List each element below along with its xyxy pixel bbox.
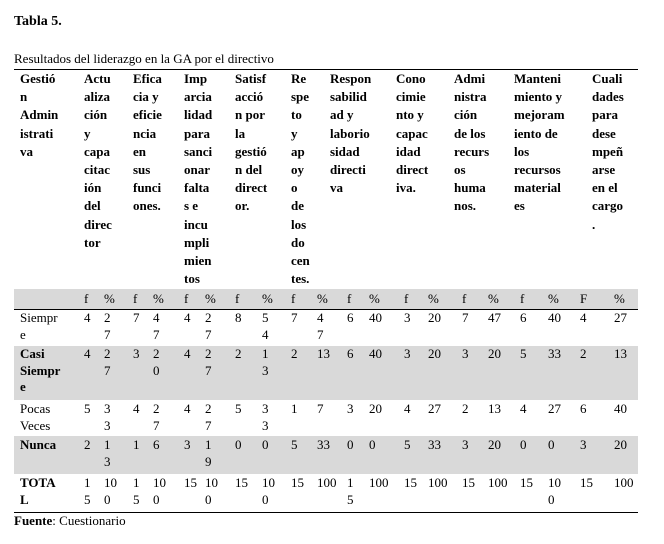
table-cell: 0 [520, 437, 527, 452]
table-cell: 1 [291, 401, 298, 416]
header-cualidades: Cuali dades para dese mpeñ arse en el cargo . [592, 71, 624, 232]
table-cell: 5 [291, 437, 298, 452]
subheader-cell: f [184, 291, 189, 306]
table-cell: 10 0 [104, 475, 117, 507]
table-title: Tabla 5. [14, 14, 62, 29]
header-responsabilidad: Respon sabilid ad y laborio sidad directi va [330, 71, 372, 196]
header-satisfaccion: Satisf acció n por la gestió n del direct or. [235, 71, 268, 214]
table-cell: 2 [462, 401, 469, 416]
table-cell: 7 [133, 310, 140, 325]
header-gestion-administrativa: Gestió n Admin istrati va [20, 71, 59, 159]
table-cell: 4 [184, 310, 191, 325]
header-administracion: Admi nistra ción de los recurs os huma nos. [454, 71, 490, 214]
subheader-cell: % [548, 291, 559, 306]
table-cell: 27 [548, 401, 561, 416]
table-cell: 15 [291, 475, 304, 490]
subheader-cell: f [84, 291, 89, 306]
header-imparcialidad: Imp arcia lidad para sanci onar falta s e incu mpli mien tos [184, 71, 213, 287]
table-cell: 20 [428, 346, 441, 361]
table-cell: 2 [84, 437, 91, 452]
table-cell: 33 [548, 346, 561, 361]
table-cell: 47 [488, 310, 501, 325]
subheader-cell: % [369, 291, 380, 306]
table-cell: 3 [347, 401, 354, 416]
table-cell: 1 5 [347, 475, 354, 507]
row-label: Nunca [20, 437, 57, 452]
table-cell: 3 [184, 437, 191, 452]
table-cell: 2 7 [205, 346, 212, 378]
table-cell: 20 [488, 346, 501, 361]
table-cell: 8 [235, 310, 242, 325]
table-cell: 2 7 [153, 401, 160, 433]
table-cell: 1 [133, 437, 140, 452]
subheader-cell: F [580, 291, 588, 306]
table-cell: 4 [133, 401, 140, 416]
table-cell: 20 [428, 310, 441, 325]
table-cell: 6 [347, 310, 354, 325]
table-cell: 2 0 [153, 346, 160, 378]
table-cell: 1 3 [104, 437, 111, 469]
table-cell: 10 0 [262, 475, 275, 507]
table-cell: 6 [153, 437, 160, 452]
table-cell: 10 0 [548, 475, 561, 507]
table-cell: 2 7 [104, 310, 111, 342]
table-cell: 4 [84, 346, 91, 361]
table-cell: 1 3 [262, 346, 269, 378]
subheader-cell: f [520, 291, 525, 306]
table-cell: 5 [520, 346, 527, 361]
table-caption: Resultados del liderazgo en la GA por el directivo [14, 51, 274, 66]
subheader-cell: f [235, 291, 240, 306]
table-cell: 2 7 [205, 401, 212, 433]
table-cell: 2 [235, 346, 242, 361]
footer-label: Fuente [14, 513, 53, 528]
table-cell: 40 [369, 346, 382, 361]
table-cell: 100 [369, 475, 389, 490]
header-respeto: Re spe to y ap oy o de los do cen tes. [291, 71, 310, 287]
row-label: Pocas Veces [20, 401, 51, 433]
table-cell: 20 [488, 437, 501, 452]
table-cell: 2 7 [104, 346, 111, 378]
table-cell: 33 [317, 437, 330, 452]
subheader-cell: % [317, 291, 328, 306]
table-cell: 13 [614, 346, 627, 361]
subheader-cell: f [462, 291, 467, 306]
table-cell: 15 [520, 475, 533, 490]
table-cell: 100 [428, 475, 448, 490]
row-label: TOTA L [20, 475, 56, 507]
table-cell: 7 [291, 310, 298, 325]
table-cell: 6 [520, 310, 527, 325]
footer-text: : Cuestionario [52, 513, 126, 528]
table-cell: 15 [184, 475, 197, 490]
table-cell: 5 [235, 401, 242, 416]
table-cell: 6 [347, 346, 354, 361]
table-cell: 15 [404, 475, 417, 490]
header-actualizacion: Actu aliza ción y capa citac ión del direc tor [84, 71, 112, 250]
table-cell: 4 [84, 310, 91, 325]
table-cell: 20 [614, 437, 627, 452]
table-cell: 5 4 [262, 310, 269, 342]
row-label: Siempr e [20, 310, 58, 342]
table-cell: 0 [235, 437, 242, 452]
table-cell: 3 3 [104, 401, 111, 433]
table-cell: 40 [614, 401, 627, 416]
row-label: Casi Siempr e [20, 346, 61, 394]
table-cell: 27 [428, 401, 441, 416]
table-cell: 3 3 [262, 401, 269, 433]
table-cell: 6 [580, 401, 587, 416]
table-cell: 3 [404, 346, 411, 361]
table-cell: 1 9 [205, 437, 212, 469]
table-cell: 0 [347, 437, 354, 452]
subheader-cell: f [347, 291, 352, 306]
table-cell: 5 [84, 401, 91, 416]
table-cell: 1 5 [84, 475, 91, 507]
table-cell: 3 [462, 346, 469, 361]
table-cell: 3 [580, 437, 587, 452]
table-cell: 10 0 [205, 475, 218, 507]
table-cell: 2 [580, 346, 587, 361]
subheader-cell: % [205, 291, 216, 306]
table-cell: 3 [404, 310, 411, 325]
table-cell: 15 [580, 475, 593, 490]
subheader-cell: f [404, 291, 409, 306]
table-cell: 4 [184, 346, 191, 361]
subheader-cell: % [488, 291, 499, 306]
header-eficacia: Efica cia y eficie ncia en sus funci ones. [133, 71, 162, 214]
subheader-cell: % [104, 291, 115, 306]
table-cell: 10 0 [153, 475, 166, 507]
table-cell: 4 7 [317, 310, 324, 342]
table-cell: 100 [614, 475, 634, 490]
table-cell: 100 [317, 475, 337, 490]
table-cell: 5 [404, 437, 411, 452]
table-cell: 2 [291, 346, 298, 361]
header-conocimiento: Cono cimie nto y capac idad direct iva. [396, 71, 429, 196]
table-cell: 33 [428, 437, 441, 452]
table-cell: 4 [520, 401, 527, 416]
table-cell: 15 [462, 475, 475, 490]
subheader-cell: % [262, 291, 273, 306]
table-cell: 0 [369, 437, 376, 452]
table-cell: 7 [462, 310, 469, 325]
table-cell: 40 [369, 310, 382, 325]
subheader-cell: % [153, 291, 164, 306]
table-cell: 13 [488, 401, 501, 416]
table-cell: 4 [404, 401, 411, 416]
table-cell: 13 [317, 346, 330, 361]
table-footer [14, 513, 126, 529]
table-cell: 100 [488, 475, 508, 490]
table-cell: 15 [235, 475, 248, 490]
subheader-cell: % [428, 291, 439, 306]
table-cell: 4 7 [153, 310, 160, 342]
table-cell: 4 [580, 310, 587, 325]
table-cell: 0 [262, 437, 269, 452]
table-cell: 2 7 [205, 310, 212, 342]
table-cell: 1 5 [133, 475, 140, 507]
subheader-cell: % [614, 291, 625, 306]
subheader-cell: f [133, 291, 138, 306]
table-cell: 4 [184, 401, 191, 416]
table-cell: 40 [548, 310, 561, 325]
table-cell: 3 [462, 437, 469, 452]
table-cell: 27 [614, 310, 627, 325]
header-mantenimiento: Manteni miento y mejoram iento de los recursos material es [514, 71, 565, 214]
table-cell: 3 [133, 346, 140, 361]
table-cell: 0 [548, 437, 555, 452]
table-cell: 7 [317, 401, 324, 416]
subheader-cell: f [291, 291, 296, 306]
table-cell: 20 [369, 401, 382, 416]
